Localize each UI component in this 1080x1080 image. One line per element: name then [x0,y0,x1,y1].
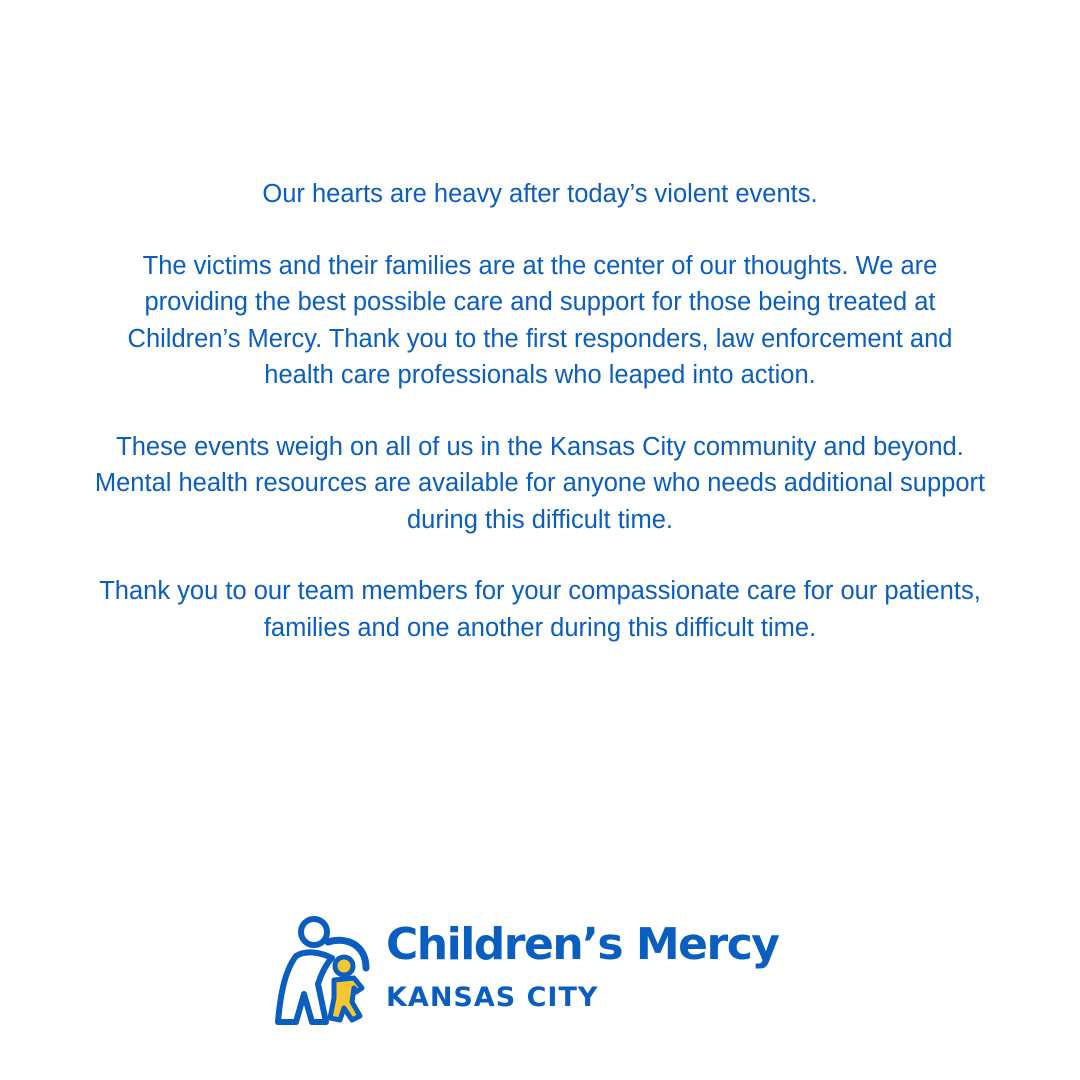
logo-wordmark: Children’s Mercy [386,919,779,970]
paragraph-opening: Our hearts are heavy after today’s violent events. [262,180,818,208]
paragraph-team: Thank you to our team members for your compassionate care for our patients, families and one another during this difficult time. [99,577,981,642]
childrens-mercy-logo [274,912,814,1032]
paragraph-victims: The victims and their families are at the center of our thoughts. We are providing the best possible care and support for those being treated at Children’s Mercy. Thank you to the first responders, law enforcement and health care professionals who leaped into action. [127,251,953,389]
logo-subtitle: KANSAS CITY [386,982,599,1013]
paragraph-community: These events weigh on all of us in the Kansas City community and beyond. Mental health resources are available for anyone who needs additional support during this difficult time. [94,432,986,534]
adult-and-child-figure-icon [274,912,374,1030]
statement-text [90,176,990,646]
